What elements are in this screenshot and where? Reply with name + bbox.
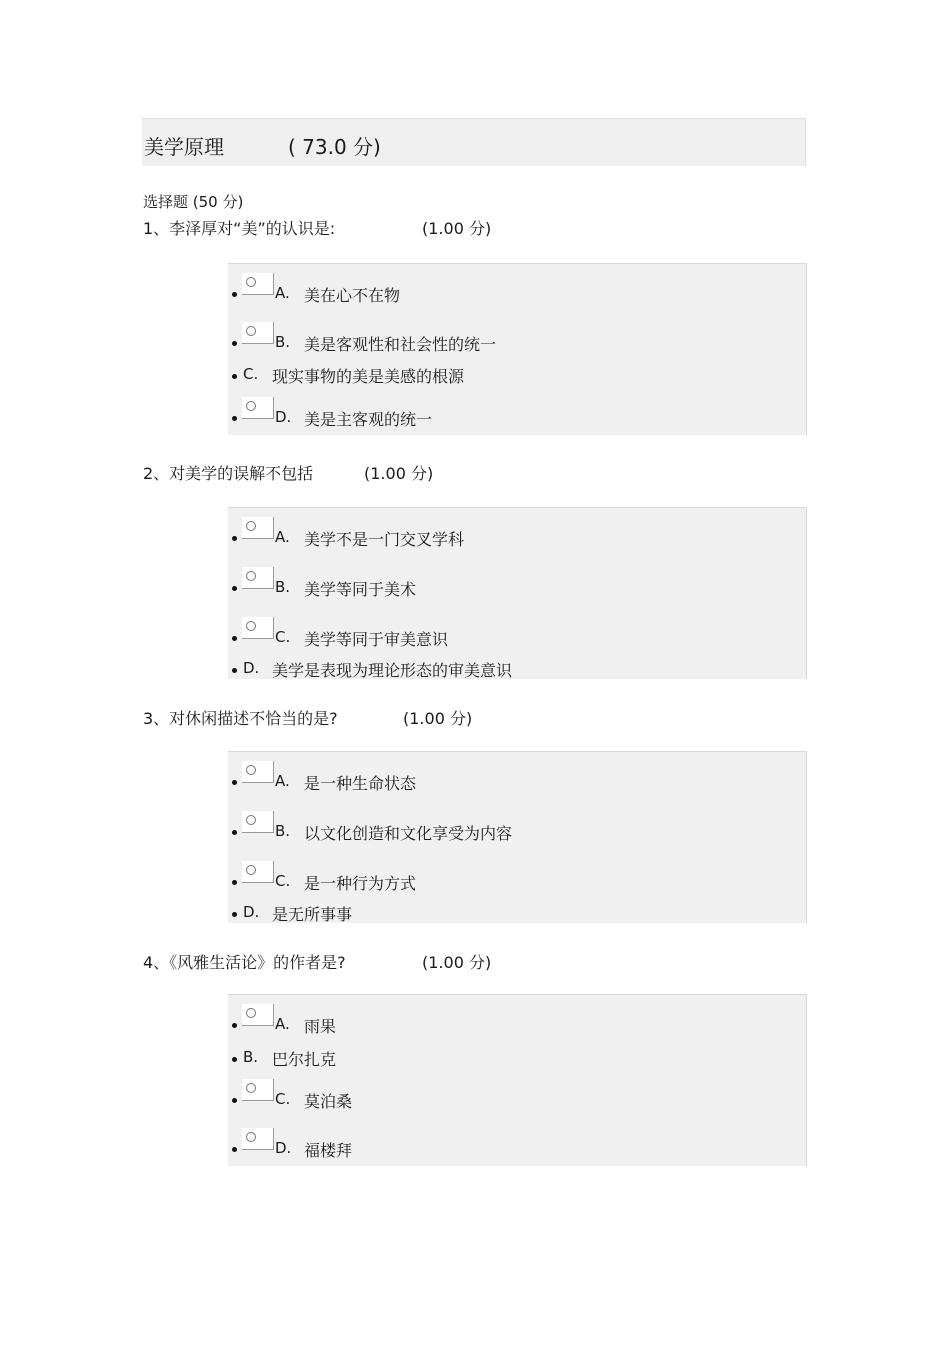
radio-circle-icon: [246, 277, 256, 287]
option-label: 美学等同于审美意识: [304, 630, 449, 649]
option-label: 是一种生命状态: [304, 774, 417, 793]
radio-circle-icon: [246, 815, 256, 825]
radio-circle-icon: [246, 1132, 256, 1142]
question-2-option-a[interactable]: [228, 517, 798, 547]
bullet-icon: [232, 341, 237, 346]
option-label: 是一种行为方式: [304, 874, 417, 893]
quiz-title: 美学原理: [144, 135, 224, 159]
question-4-option-b[interactable]: [228, 1045, 798, 1075]
question-3-option-b[interactable]: [228, 811, 798, 841]
question-1-option-c[interactable]: [228, 362, 798, 392]
radio-circle-icon: [246, 401, 256, 411]
radio-button[interactable]: [242, 761, 274, 783]
option-label: 现实事物的美是美感的根源: [272, 367, 465, 386]
option-letter: C.: [243, 365, 259, 383]
bullet-icon: [232, 1147, 237, 1152]
option-label: 福楼拜: [304, 1141, 353, 1160]
bullet-icon: [232, 636, 237, 641]
bullet-icon: [232, 780, 237, 785]
radio-circle-icon: [246, 326, 256, 336]
bullet-icon: [232, 416, 237, 421]
option-label: 美学等同于美术: [304, 580, 417, 599]
radio-button[interactable]: [242, 1004, 274, 1026]
question-4-option-c[interactable]: [228, 1079, 798, 1109]
question-2-text: 2、对美学的误解不包括: [143, 464, 314, 483]
option-letter: C.: [275, 1090, 291, 1108]
bullet-icon: [232, 536, 237, 541]
question-2-option-b[interactable]: [228, 567, 798, 597]
bullet-icon: [232, 880, 237, 885]
radio-circle-icon: [246, 1083, 256, 1093]
option-letter: C.: [275, 628, 291, 646]
option-letter: A.: [275, 1015, 290, 1033]
question-1-option-a[interactable]: [228, 273, 798, 303]
option-letter: B.: [275, 578, 291, 596]
bullet-icon: [232, 1023, 237, 1028]
option-label: 美是客观性和社会性的统一: [304, 335, 497, 354]
option-letter: D.: [275, 408, 292, 426]
radio-button[interactable]: [242, 322, 274, 344]
radio-button[interactable]: [242, 273, 274, 295]
option-letter: D.: [243, 903, 260, 921]
bullet-icon: [232, 1098, 237, 1103]
question-3-text: 3、对休闲描述不恰当的是?: [143, 709, 338, 728]
question-2-option-d[interactable]: [228, 656, 798, 686]
bullet-icon: [232, 830, 237, 835]
question-1-text: 1、李泽厚对“美”的认识是:: [143, 219, 336, 238]
option-letter: B.: [275, 822, 291, 840]
radio-circle-icon: [246, 765, 256, 775]
question-3-option-d[interactable]: [228, 900, 798, 930]
option-letter: D.: [275, 1139, 292, 1157]
question-1-score: (1.00 分): [422, 219, 492, 238]
option-letter: D.: [243, 659, 260, 677]
radio-button[interactable]: [242, 1079, 274, 1101]
option-label: 美是主客观的统一: [304, 410, 433, 429]
question-3-option-a[interactable]: [228, 761, 798, 791]
question-2-option-c[interactable]: [228, 617, 798, 647]
radio-button[interactable]: [242, 397, 274, 419]
radio-button[interactable]: [242, 811, 274, 833]
radio-circle-icon: [246, 521, 256, 531]
question-4-option-a[interactable]: [228, 1004, 798, 1034]
radio-circle-icon: [246, 1008, 256, 1018]
radio-circle-icon: [246, 865, 256, 875]
option-label: 巴尔扎克: [272, 1050, 337, 1069]
question-4-text: 4、《风雅生活论》的作者是?: [143, 953, 346, 972]
bullet-icon: [232, 912, 237, 917]
question-4-options: [228, 994, 807, 1166]
section-label: 选择题 (50 分): [143, 193, 244, 211]
question-1-option-b[interactable]: [228, 322, 798, 352]
bullet-icon: [232, 586, 237, 591]
radio-circle-icon: [246, 571, 256, 581]
option-label: 雨果: [304, 1017, 337, 1036]
option-label: 是无所事事: [272, 905, 353, 924]
bullet-icon: [232, 1057, 237, 1062]
option-label: 美学是表现为理论形态的审美意识: [272, 661, 513, 680]
option-letter: A.: [275, 528, 290, 546]
option-letter: B.: [275, 333, 291, 351]
quiz-total-score: ( 73.0 分): [288, 135, 381, 159]
question-4-score: (1.00 分): [422, 953, 492, 972]
radio-button[interactable]: [242, 1128, 274, 1150]
option-letter: A.: [275, 284, 290, 302]
question-1-option-d[interactable]: [228, 397, 798, 427]
option-label: 以文化创造和文化享受为内容: [304, 824, 513, 843]
option-letter: A.: [275, 772, 290, 790]
radio-button[interactable]: [242, 617, 274, 639]
question-1-options: [228, 263, 807, 435]
option-label: 美学不是一门交叉学科: [304, 530, 465, 549]
quiz-header: [142, 118, 806, 166]
option-letter: B.: [243, 1048, 259, 1066]
bullet-icon: [232, 668, 237, 673]
question-2-score: (1.00 分): [364, 464, 434, 483]
radio-button[interactable]: [242, 567, 274, 589]
radio-button[interactable]: [242, 861, 274, 883]
question-2-options: [228, 507, 807, 679]
bullet-icon: [232, 292, 237, 297]
question-3-options: [228, 751, 807, 923]
option-letter: C.: [275, 872, 291, 890]
radio-button[interactable]: [242, 517, 274, 539]
option-label: 美在心不在物: [304, 286, 401, 305]
question-4-option-d[interactable]: [228, 1128, 798, 1158]
question-3-score: (1.00 分): [403, 709, 473, 728]
question-3-option-c[interactable]: [228, 861, 798, 891]
radio-circle-icon: [246, 621, 256, 631]
option-label: 莫泊桑: [304, 1092, 353, 1111]
bullet-icon: [232, 374, 237, 379]
